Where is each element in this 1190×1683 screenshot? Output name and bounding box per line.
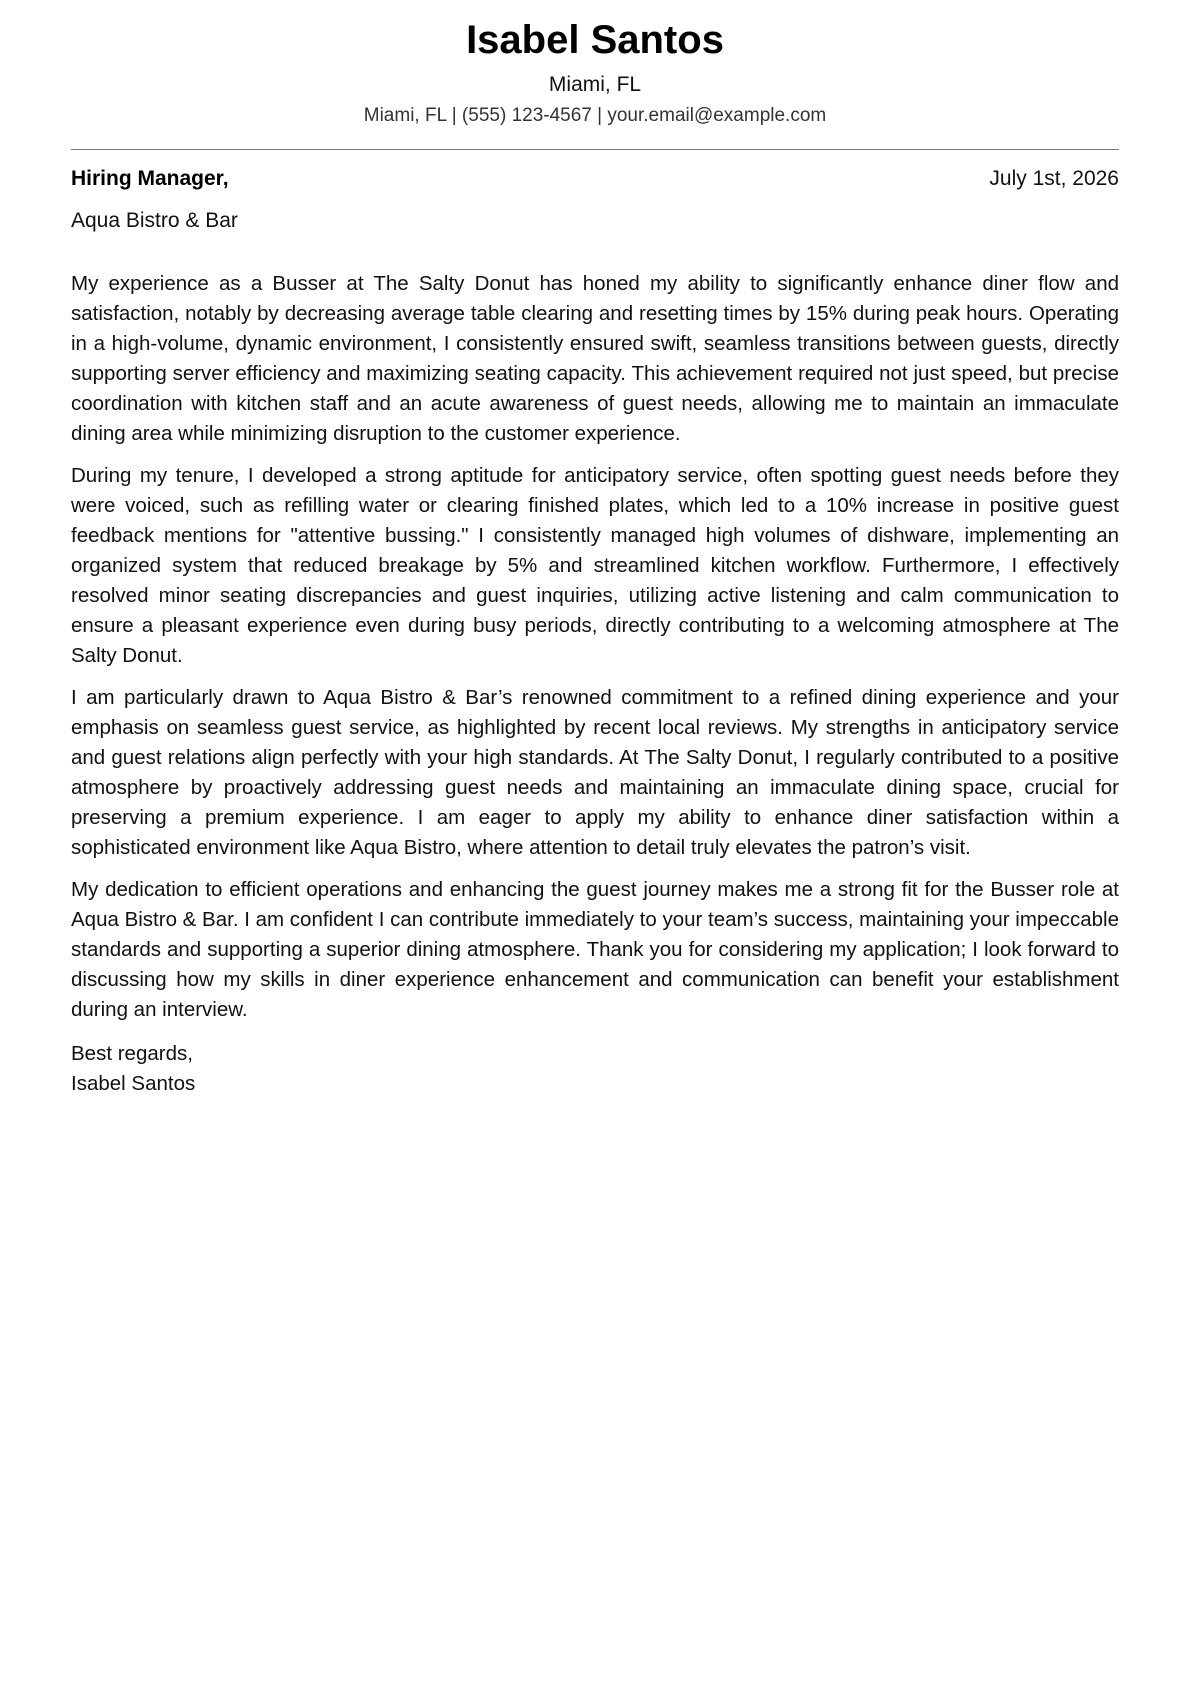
recipient-company: Aqua Bistro & Bar <box>71 209 238 232</box>
header-divider <box>71 149 1119 150</box>
applicant-contact: Miami, FL | (555) 123-4567 | your.email@example.com <box>363 105 827 126</box>
body-paragraph: My experience as a Busser at The Salty Donut has honed my ability to significantly enhance diner flow and satisfaction, notably by decreasing average table clearing and resetting times by 15% during peak hours. Operating in a high-volume, dynamic environment, I consistently ensured swift, seamless transitions between guests, directly supporting server efficiency and maximizing seating capacity. This achievement required not just speed, but precise coordination with kitchen staff and an acute awareness of guest needs, allowing me to maintain an immaculate dining area while minimizing disruption to the customer experience. <box>71 272 1119 445</box>
applicant-location: Miami, FL <box>548 73 642 96</box>
salutation: Hiring Manager, <box>71 167 229 190</box>
closing-phrase: Best regards, <box>71 1042 193 1065</box>
letter-date: July 1st, 2026 <box>989 167 1119 190</box>
body-paragraph: During my tenure, I developed a strong aptitude for anticipatory service, often spotting guest needs before they were voiced, such as refilling water or clearing finished plates, which led to a 10% increase in positive guest feedback mentions for "attentive bussing." I consistently managed high volumes of dishware, implementing an organized system that reduced breakage by 5% and streamlined kitchen workflow. Furthermore, I effectively resolved minor seating discrepancies and guest inquiries, utilizing active listening and calm communication to ensure a pleasant experience even during busy periods, directly contributing to a welcoming atmosphere at The Salty Donut. <box>71 464 1119 667</box>
applicant-name: Isabel Santos <box>466 18 724 62</box>
letter-closing <box>71 1039 1119 1099</box>
body-paragraph: I am particularly drawn to Aqua Bistro & Bar’s renowned commitment to a refined dining experience and your emphasis on seamless guest service, as highlighted by recent local reviews. My strengths in anticipatory service and guest relations align perfectly with your high standards. At The Salty Donut, I regularly contributed to a positive atmosphere by proactively addressing guest needs and maintaining an immaculate dining space, crucial for preserving a premium experience. I am eager to apply my ability to enhance diner satisfaction within a sophisticated environment like Aqua Bistro, where attention to detail truly elevates the patron’s visit. <box>71 686 1119 859</box>
body-paragraph: My dedication to efficient operations and enhancing the guest journey makes me a strong fit for the Busser role at Aqua Bistro & Bar. I am confident I can contribute immediately to your team’s success, maintaining your impeccable standards and supporting a superior dining atmosphere. Thank you for considering my application; I look forward to discussing how my skills in diner experience enhancement and communication can benefit your establishment during an interview. <box>71 878 1119 1021</box>
letter-header <box>71 0 1119 130</box>
letter-body <box>71 269 1119 1025</box>
salutation-date-row <box>71 164 1119 194</box>
signature-name: Isabel Santos <box>71 1072 196 1095</box>
